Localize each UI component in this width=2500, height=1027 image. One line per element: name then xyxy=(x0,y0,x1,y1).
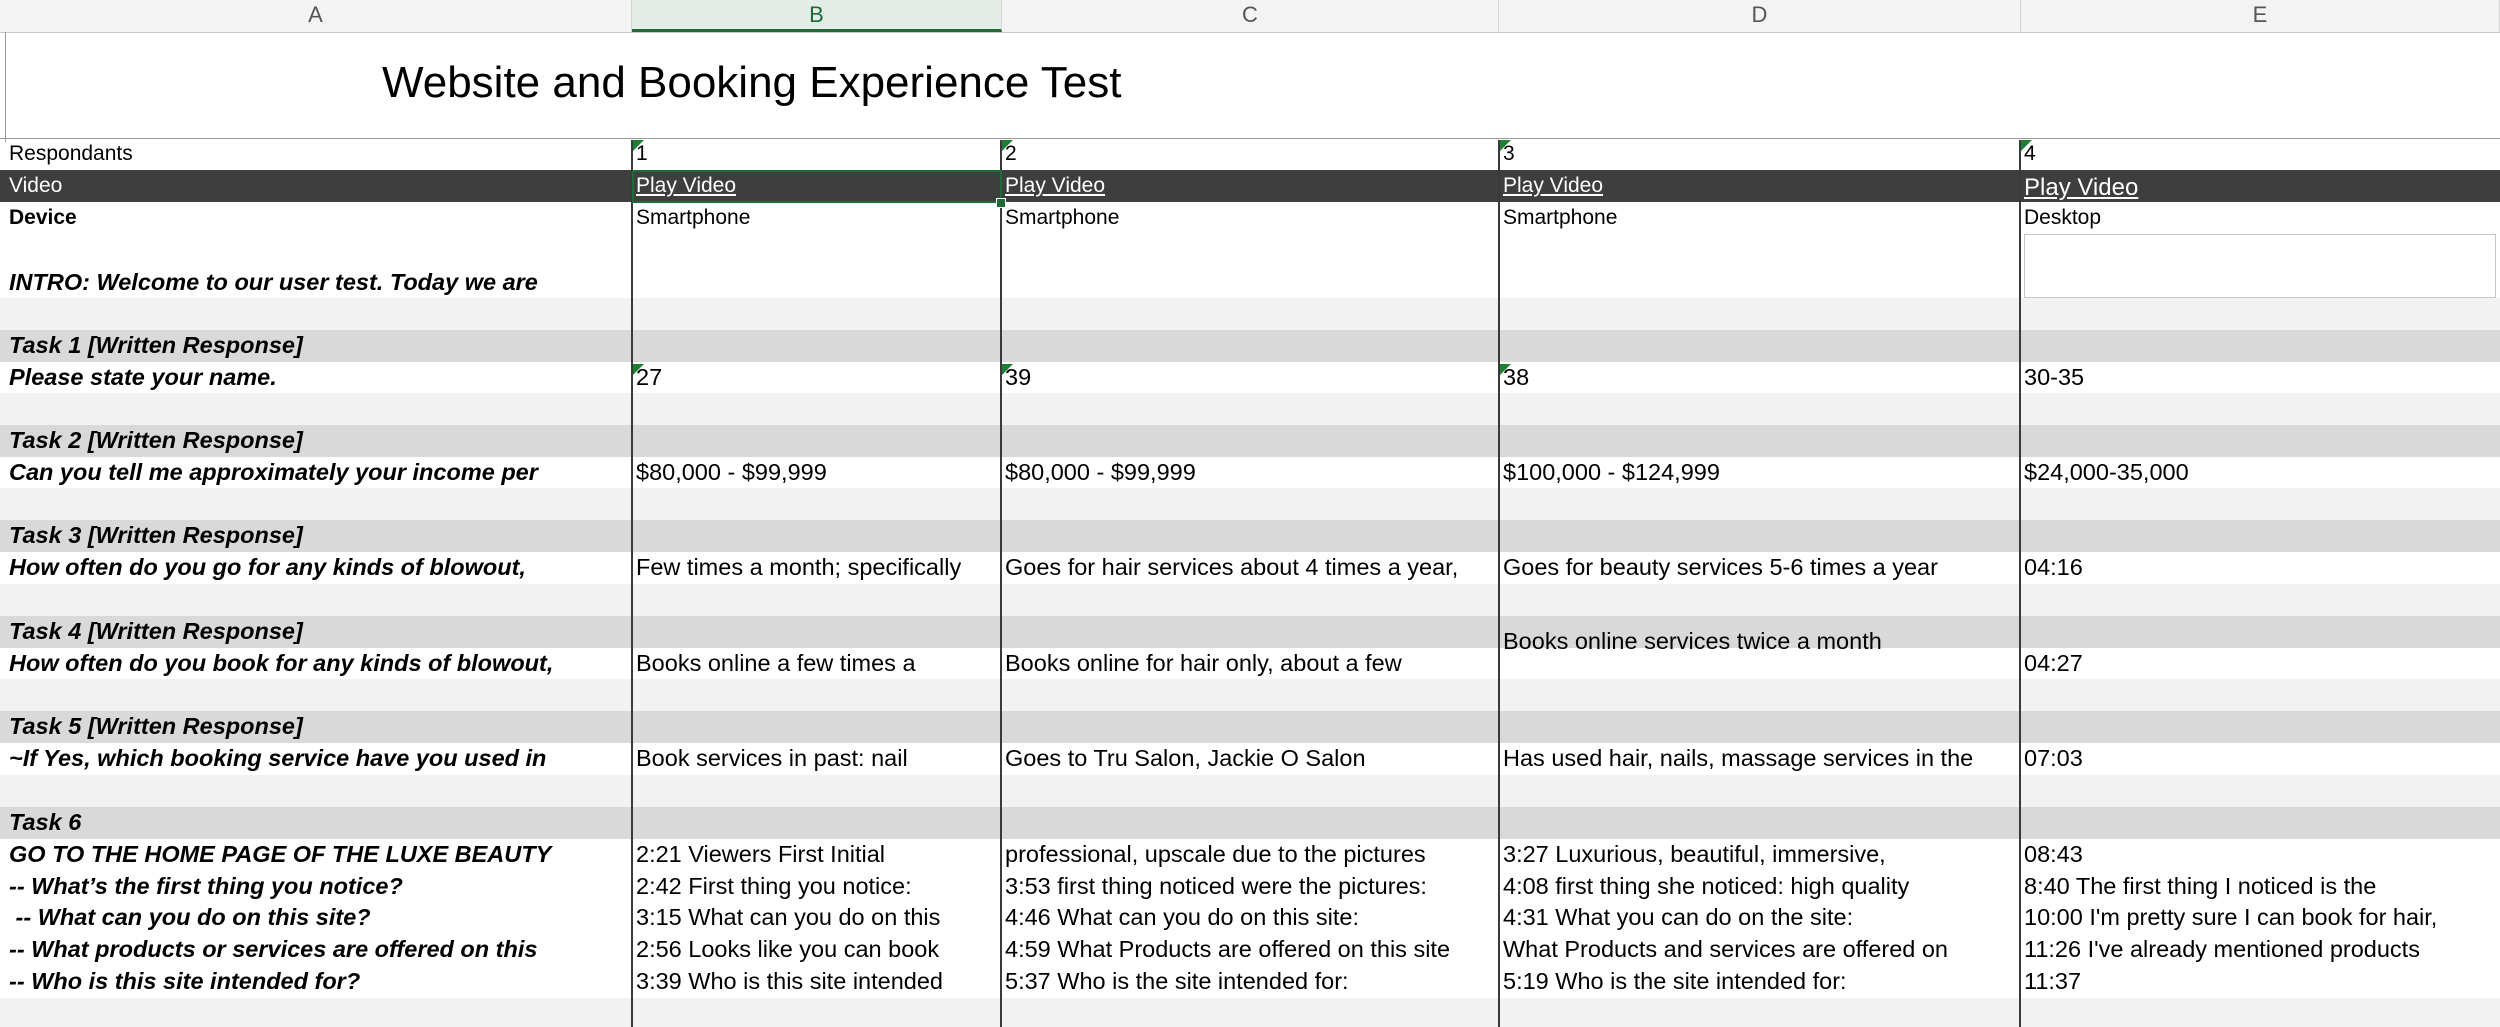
task-6-answer-b[interactable]: 3:15 What can you do on this xyxy=(636,904,941,930)
play-video-link-2[interactable]: Play Video xyxy=(1005,174,1106,197)
task2-header-band xyxy=(0,425,2500,457)
play-video-link-3[interactable]: Play Video xyxy=(1503,174,1604,197)
task-4-answer-c[interactable]: Books online for hair only, about a few xyxy=(1005,650,1402,676)
column-header-bar xyxy=(0,0,2500,33)
respondent-1[interactable]: 1 xyxy=(636,142,648,165)
column-header-a[interactable]: A xyxy=(0,0,632,32)
task-6-question[interactable]: -- What can you do on this site? xyxy=(9,904,371,930)
task-6-answer-e[interactable]: 11:37 xyxy=(2024,968,2082,994)
text-edit-box[interactable] xyxy=(2024,234,2496,298)
sheet-title[interactable]: Website and Booking Experience Test xyxy=(382,58,1122,107)
task-6-answer-b[interactable]: 2:42 First thing you notice: xyxy=(636,873,912,899)
device-label[interactable]: Device xyxy=(9,206,77,229)
task-5-question[interactable]: ~If Yes, which booking service have you used in xyxy=(9,745,547,771)
task1-header-band xyxy=(0,330,2500,362)
task-6-question[interactable]: -- What’s the first thing you notice? xyxy=(9,873,403,899)
task-2-answer-c[interactable]: $80,000 - $99,999 xyxy=(1005,459,1196,485)
task-1-answer-e[interactable]: 30-35 xyxy=(2024,364,2085,390)
task-1-answer-b[interactable]: 27 xyxy=(636,364,663,390)
task-6-answer-b[interactable]: 2:21 Viewers First Initial xyxy=(636,841,886,867)
column-header-d[interactable]: D xyxy=(1499,0,2021,32)
video-label[interactable]: Video xyxy=(9,174,63,197)
play-video-link-1[interactable]: Play Video xyxy=(636,174,737,197)
task-3-answer-e[interactable]: 04:16 xyxy=(2024,554,2083,580)
column-border-d xyxy=(1498,140,1500,1027)
task-6-answer-e[interactable]: 8:40 The first thing I noticed is the xyxy=(2024,873,2377,899)
task-1-answer-c[interactable]: 39 xyxy=(1005,364,1032,390)
task-6-question[interactable]: -- Who is this site intended for? xyxy=(9,968,361,994)
band-light xyxy=(0,679,2500,711)
task-6-answer-c[interactable]: 5:37 Who is the site intended for: xyxy=(1005,968,1349,994)
task-3-answer-d[interactable]: Goes for beauty services 5-6 times a year xyxy=(1503,554,1938,580)
task-6-answer-c[interactable]: 4:46 What can you do on this site: xyxy=(1005,904,1360,930)
task-6-answer-d[interactable]: 3:27 Luxurious, beautiful, immersive, xyxy=(1503,841,1886,867)
task-4-answer-b[interactable]: Books online a few times a xyxy=(636,650,916,676)
task-2-answer-d[interactable]: $100,000 - $124,999 xyxy=(1503,459,1720,485)
task-1-question[interactable]: Please state your name. xyxy=(9,364,277,390)
respondent-2[interactable]: 2 xyxy=(1005,142,1017,165)
column-header-c[interactable]: C xyxy=(1002,0,1499,32)
task-4-answer-d-clip xyxy=(1503,628,2017,660)
task-5-header[interactable]: Task 5 [Written Response] xyxy=(9,713,303,739)
task5-header-band xyxy=(0,711,2500,743)
respondent-4[interactable]: 4 xyxy=(2024,142,2036,165)
row-divider xyxy=(0,138,2500,139)
task-6-answer-d[interactable]: 5:19 Who is the site intended for: xyxy=(1503,968,1847,994)
device-2[interactable]: Smartphone xyxy=(1005,206,1120,229)
task-6-answer-e[interactable]: 11:26 I've already mentioned products xyxy=(2024,936,2420,962)
column-header-b[interactable]: B xyxy=(632,0,1002,32)
task-6-answer-c[interactable]: professional, upscale due to the pictures xyxy=(1005,841,1426,867)
task-4-answer-e[interactable]: 04:27 xyxy=(2024,650,2083,676)
respondents-label[interactable]: Respondants xyxy=(9,142,133,165)
task-6-header[interactable]: Task 6 xyxy=(9,809,82,835)
device-1[interactable]: Smartphone xyxy=(636,206,751,229)
task-5-answer-c[interactable]: Goes to Tru Salon, Jackie O Salon xyxy=(1005,745,1366,771)
task-2-header[interactable]: Task 2 [Written Response] xyxy=(9,427,303,453)
task6-header-band xyxy=(0,807,2500,839)
task-6-answer-d[interactable]: 4:08 first thing she noticed: high quality xyxy=(1503,873,1910,899)
task-6-answer-d[interactable]: 4:31 What you can do on the site: xyxy=(1503,904,1854,930)
band-light xyxy=(0,298,2500,330)
task-1-header[interactable]: Task 1 [Written Response] xyxy=(9,332,303,358)
task-3-answer-b[interactable]: Few times a month; specifically xyxy=(636,554,962,580)
task-2-question[interactable]: Can you tell me approximately your income per xyxy=(9,459,538,485)
respondent-3[interactable]: 3 xyxy=(1503,142,1515,165)
band-light xyxy=(0,584,2500,616)
play-video-link-4[interactable]: Play Video xyxy=(2024,174,2139,201)
task-6-answer-c[interactable]: 3:53 first thing noticed were the pictures: xyxy=(1005,873,1427,899)
task-2-answer-e[interactable]: $24,000-35,000 xyxy=(2024,459,2189,485)
task-3-header[interactable]: Task 3 [Written Response] xyxy=(9,522,303,548)
band-light xyxy=(0,488,2500,520)
task-4-question[interactable]: How often do you book for any kinds of blowout, xyxy=(9,650,554,676)
task-6-answer-c[interactable]: 4:59 What Products are offered on this site xyxy=(1005,936,1451,962)
task-5-answer-b[interactable]: Book services in past: nail xyxy=(636,745,908,771)
task-3-question[interactable]: How often do you go for any kinds of blowout, xyxy=(9,554,526,580)
task-6-answer-e[interactable]: 10:00 I'm pretty sure I can book for hair, xyxy=(2024,904,2438,930)
sheet-left-border xyxy=(5,32,6,142)
task-3-answer-c[interactable]: Goes for hair services about 4 times a year, xyxy=(1005,554,1459,580)
column-border-b xyxy=(631,140,633,1027)
task-5-answer-e[interactable]: 07:03 xyxy=(2024,745,2083,771)
task-4-answer-d[interactable]: Books online services twice a month xyxy=(1503,628,1882,654)
task-6-answer-b[interactable]: 2:56 Looks like you can book xyxy=(636,936,940,962)
band-light xyxy=(0,998,2500,1027)
task-1-answer-d[interactable]: 38 xyxy=(1503,364,1530,390)
task-6-answer-e[interactable]: 08:43 xyxy=(2024,841,2083,867)
band-light xyxy=(0,393,2500,425)
device-4[interactable]: Desktop xyxy=(2024,206,2102,229)
task-2-answer-b[interactable]: $80,000 - $99,999 xyxy=(636,459,827,485)
column-header-e[interactable]: E xyxy=(2021,0,2500,32)
task-5-answer-d[interactable]: Has used hair, nails, massage services in the xyxy=(1503,745,1974,771)
task-4-header[interactable]: Task 4 [Written Response] xyxy=(9,618,303,644)
cell-selection xyxy=(632,170,1002,203)
column-border-e xyxy=(2019,140,2021,1027)
task3-header-band xyxy=(0,520,2500,552)
intro-text[interactable]: INTRO: Welcome to our user test. Today we are xyxy=(9,269,538,295)
device-3[interactable]: Smartphone xyxy=(1503,206,1618,229)
task-6-answer-b[interactable]: 3:39 Who is this site intended xyxy=(636,968,943,994)
task-6-question[interactable]: GO TO THE HOME PAGE OF THE LUXE BEAUTY xyxy=(9,841,552,867)
task4-header-band xyxy=(0,616,2500,648)
band-light xyxy=(0,775,2500,807)
task-6-answer-d[interactable]: What Products and services are offered on xyxy=(1503,936,1948,962)
column-border-c xyxy=(1000,140,1002,1027)
task-6-question[interactable]: -- What products or services are offered on this xyxy=(9,936,538,962)
